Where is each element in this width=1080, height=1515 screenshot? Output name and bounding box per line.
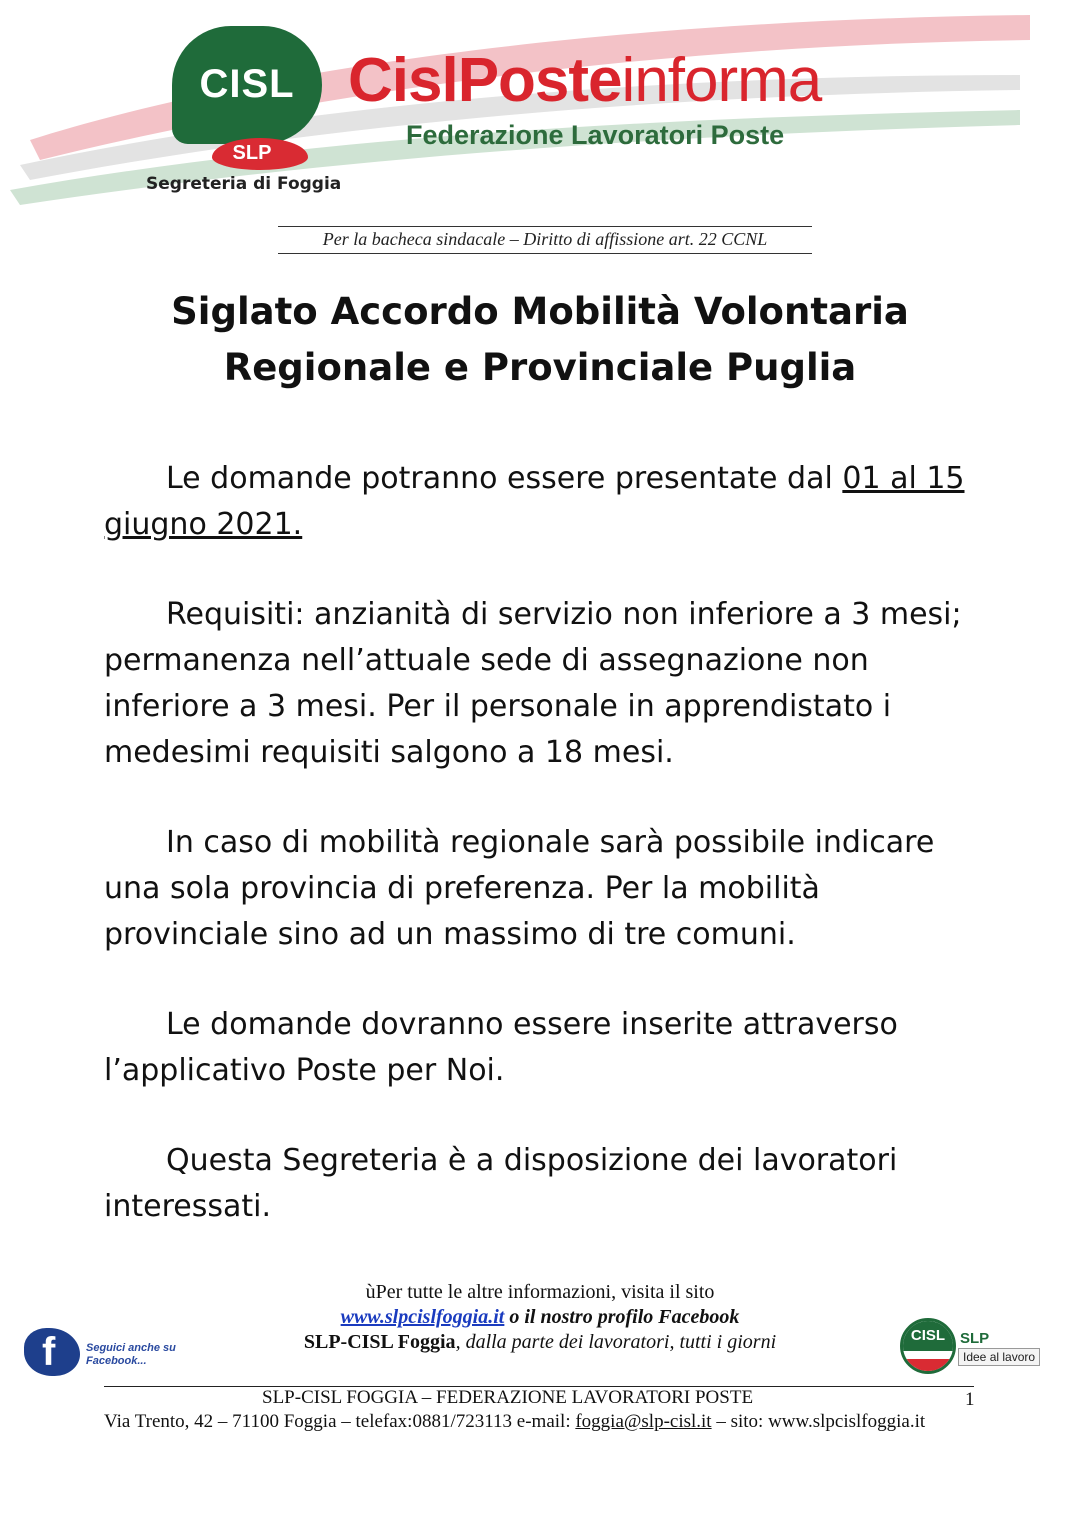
facebook-follow-text[interactable] bbox=[86, 1342, 176, 1368]
paragraph-mobilita: In caso di mobilità regionale sarà possibile indicare una sola provincia di preferenza. Per la mobilità provinciale sino ad un massimo di tre comuni. bbox=[104, 825, 935, 952]
facebook-profile-text: o il nostro profilo Facebook bbox=[504, 1306, 740, 1328]
slp-badge-text: SLP bbox=[232, 142, 272, 164]
dates-text: Le domande potranno essere presentate dal bbox=[166, 461, 843, 496]
facebook-follow-line-2: Facebook... bbox=[86, 1355, 147, 1367]
brand-title-bold: CislPoste bbox=[348, 46, 622, 115]
footer-address bbox=[104, 1411, 925, 1433]
paragraph-segreteria: Questa Segreteria è a disposizione dei lavoratori interessati. bbox=[104, 1143, 898, 1224]
brand-title bbox=[348, 46, 822, 115]
slp-cisl-logo bbox=[900, 1318, 956, 1374]
footer-organization: SLP-CISL FOGGIA – FEDERAZIONE LAVORATORI POSTE bbox=[262, 1387, 754, 1408]
cisl-logo bbox=[172, 26, 322, 144]
title-line-2: Regionale e Provinciale Puglia bbox=[223, 346, 857, 389]
slp-logo-name: SLP bbox=[960, 1330, 990, 1347]
footer-line-1: ùPer tutte le altre informazioni, visita il sito bbox=[365, 1281, 715, 1303]
segreteria-label: Segreteria di Foggia bbox=[146, 174, 342, 194]
cisl-logo-text: CISL bbox=[199, 62, 295, 106]
federazione-subtitle: Federazione Lavoratori Poste bbox=[406, 120, 785, 150]
slp-badge bbox=[212, 138, 308, 170]
page-number: 1 bbox=[965, 1389, 975, 1410]
letterhead bbox=[0, 0, 1080, 215]
org-tagline: , dalla parte dei lavoratori, tutti i giorni bbox=[455, 1331, 777, 1353]
paragraph-applicativo: Le domande dovranno essere inserite attraverso l’applicativo Poste per Noi. bbox=[104, 1007, 898, 1088]
dates-month: giugno 2021. bbox=[104, 507, 303, 542]
page-title bbox=[0, 284, 1080, 396]
site-link[interactable]: www.slpcislfoggia.it bbox=[340, 1306, 505, 1328]
org-name: SLP-CISL Foggia bbox=[303, 1331, 456, 1353]
bacheca-notice: Per la bacheca sindacale – Diritto di affissione art. 22 CCNL bbox=[278, 226, 812, 254]
slp-logo-tagline: Idee al lavoro bbox=[958, 1348, 1040, 1366]
email-link[interactable]: foggia@slp-cisl.it bbox=[575, 1411, 712, 1432]
brand-title-light: informa bbox=[621, 46, 822, 115]
facebook-icon[interactable]: f bbox=[24, 1328, 80, 1376]
paragraph-requisiti: Requisiti: anzianità di servizio non inferiore a 3 mesi; permanenza nell’attuale sede di assegnazione non inferiore a 3 mesi. Per il personale in apprendistato i medesimi requisiti salgono a 18 mesi. bbox=[104, 597, 962, 770]
dates-range: 01 al 15 bbox=[842, 461, 965, 496]
site-text: – sito: www.slpcislfoggia.it bbox=[711, 1411, 926, 1432]
address-text: Via Trento, 42 – 71100 Foggia – telefax:0881/723113 e-mail: bbox=[104, 1411, 576, 1432]
title-line-1: Siglato Accordo Mobilità Volontaria bbox=[171, 290, 909, 333]
slp-logo-cisl-text: CISL bbox=[910, 1327, 946, 1344]
document-body bbox=[104, 456, 984, 1274]
paragraph-dates bbox=[104, 456, 984, 548]
facebook-follow-line-1: Seguici anche su bbox=[86, 1342, 176, 1354]
